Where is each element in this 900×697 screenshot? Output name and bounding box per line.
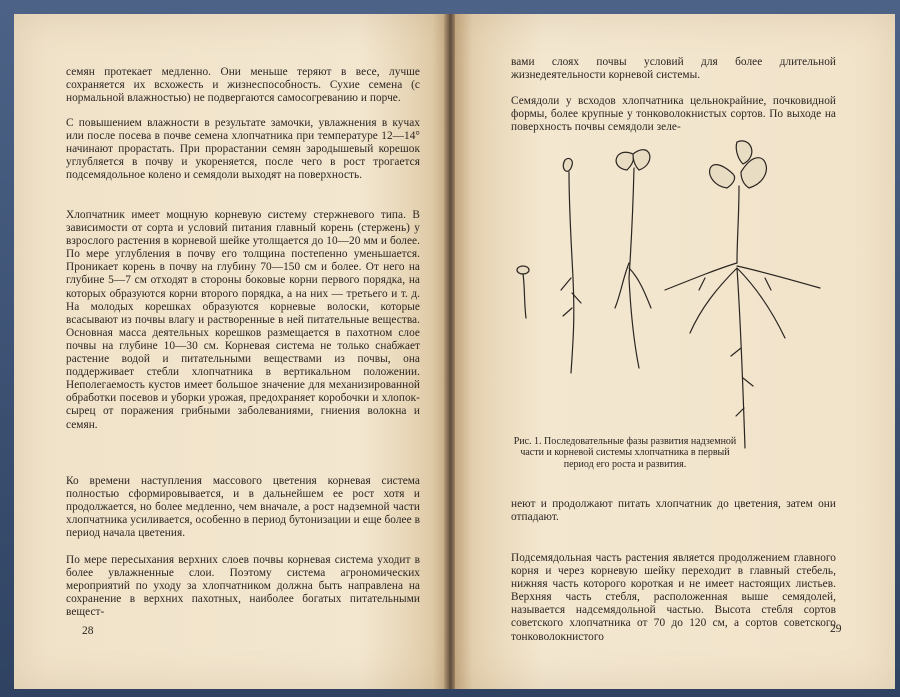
left-paragraph-3: Хлопчатник имеет мощную корневую систему стержневого типа. В зависимости от сорта и условий питания главный корень (стержень) у взрослого растения в корневой шейке утолщается до 10—20 мм и более. По мере углубления в почву его толщина постепенно уменьшается. Проникает корень в почву на глубину 70—150 см и более. От него на глубине 5—7 см отходят в стороны боковые корни первого порядка, на которых образуются корни второго порядка, а на них — третьего и т. д. На молодых корешках образуются корневые волоски, которые всасывают из почвы влагу и растворенные в ней питательные вещества. Основная масса деятельных корешков размещается в пахотном слое почвы на глубине 10—30 см. Корневая система не только снабжает растение водой и питательными веществами из почвы, она поддерживает стебли хлопчатника в вертикальном положении. Неполегаемость кустов имеет большое значение для механизированной обработки посевов и уборки урожая, предохраняет коробочки и хлопок-сырец от поражения грибными заболеваниями, гниения волокна и семян. (66, 209, 420, 431)
page-number-right: 29 (830, 623, 842, 635)
left-paragraph-2: С повышением влажности в результате замочки, увлажнения в кучах или после посева в почве семена хлопчатника при температуре 12—14° начинают прорастать. При прорастании семян зародышевый корешок углубляется в почву и укореняется, после чего в рост трогается подсемядольное колено и семядоли выходят на поверхность. (66, 117, 420, 182)
right-paragraph-2: Семядоли у всходов хлопчатника цельнокрайние, почковидной формы, более крупные у тонковолокнистых сортов. По выходе на поверхность почвы семядоли зеле- (511, 95, 836, 134)
left-paragraph-1: семян протекает медленно. Они меньше теряют в весе, лучше сохраняется их всхожесть и жизнеспособность. Сухие семена (с нормальной влажностью) не подвергаются самосогреванию и порче. (66, 66, 420, 105)
seedling-stage-2 (561, 158, 581, 373)
left-paragraph-5: По мере пересыхания верхних слоев почвы корневая система уходит в более увлажненные слои. Поэтому система агрономических мероприятий по уходу за хлопчатником должна быть направлена на сохранение в верхних пахотных, наиболее богатых питательными вещест- (66, 554, 420, 619)
seedling-stage-3 (615, 150, 651, 368)
figure-caption: Рис. 1. Последовательные фазы развития надземной части и корневой системы хлопчатника в первый период его роста и развития. (513, 436, 737, 470)
right-paragraph-3: неют и продолжают питать хлопчатник до цветения, затем они отпадают. (511, 498, 836, 524)
seedling-stage-4 (665, 141, 820, 448)
page-number-left: 28 (82, 625, 94, 637)
left-paragraph-4: Ко времени наступления массового цветения корневая система полностью сформировывается, и в дальнейшем ее рост хотя и продолжается, но более медленно, чем вначале, а рост надземной части хлопчатника усиливается, особенно в период бутонизации и еще более в период начала цветения. (66, 475, 420, 540)
cotton-seedling-illustration (505, 128, 835, 458)
right-paragraph-4: Подсемядольная часть растения является продолжением главного корня и через корневую шейку переходит в главный стебель, нижняя часть которого короткая и не имеет настоящих листьев. Верхняя часть стебля, расположенная выше семядолей, называется надсемядольной частью. Высота стебля сортов советского хлопчатника от 70 до 120 см, а сортов советского тонковолокнистого (511, 552, 836, 643)
seedling-stage-1 (517, 266, 529, 318)
right-paragraph-1: вами слоях почвы условий для более длительной жизнедеятельности корневой системы. (511, 56, 836, 82)
